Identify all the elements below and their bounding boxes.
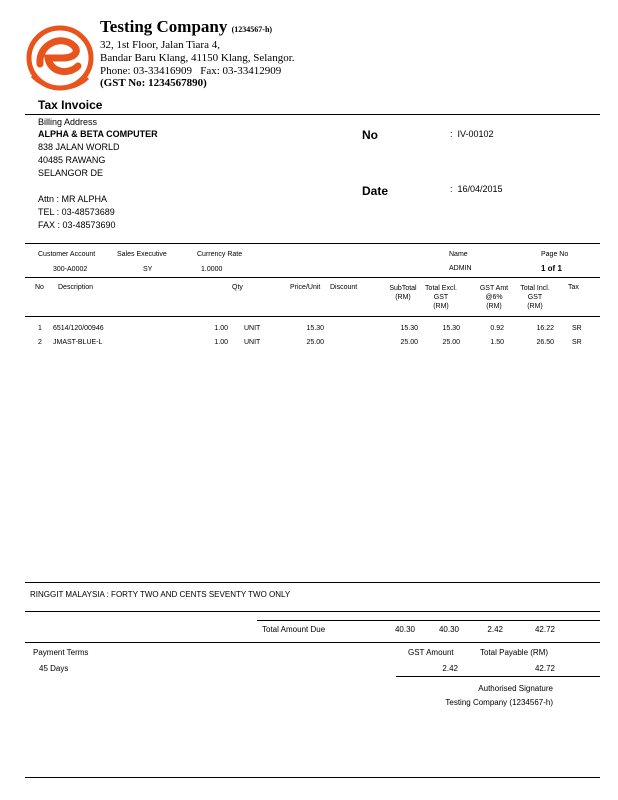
customer-account-label: Customer Account	[38, 251, 96, 258]
total-amount-due-label: Total Amount Due	[262, 625, 326, 634]
customer-account: 300-A0002	[53, 266, 88, 273]
billing-name: ALPHA & BETA COMPUTER	[38, 129, 158, 139]
item-tax: SR	[572, 325, 582, 332]
divider	[25, 114, 600, 115]
company-gst-no: (GST No: 1234567890)	[100, 77, 207, 89]
signature-company: Testing Company (1234567-h)	[445, 698, 553, 707]
item-subtotal: 15.30	[400, 325, 418, 332]
company-address-1: 32, 1st Floor, Jalan Tiara 4,	[100, 39, 220, 51]
total-subtotal: 40.30	[394, 625, 415, 634]
divider	[25, 243, 600, 244]
signature-label: Authorised Signature	[478, 684, 553, 693]
item-price: 25.00	[306, 339, 324, 346]
item-tax: SR	[572, 339, 582, 346]
col-total-incl: Total Incl. GST (RM)	[520, 285, 550, 310]
company-reg-no: (1234567-h)	[231, 25, 273, 34]
col-gst-amt: GST Amt @6% (RM)	[479, 285, 509, 310]
divider	[25, 316, 600, 317]
total-excl: 40.30	[438, 625, 459, 634]
item-total-excl: 15.30	[442, 325, 460, 332]
col-subtotal: SubTotal (RM)	[389, 285, 417, 301]
col-price: Price/Unit	[290, 284, 321, 291]
sales-exec-label: Sales Executive	[117, 251, 167, 258]
billing-address-1: 838 JALAN WORLD	[38, 142, 120, 152]
invoice-no-value: : IV-00102	[450, 129, 494, 139]
divider	[25, 777, 600, 778]
item-total-incl: 26.50	[536, 339, 554, 346]
col-discount: Discount	[330, 284, 358, 291]
item-description: 6514/120/00946	[53, 325, 104, 332]
billing-heading: Billing Address	[38, 117, 98, 127]
page-label: Page No	[541, 251, 569, 258]
col-total-excl: Total Excl. GST (RM)	[425, 285, 457, 310]
document-title: Tax Invoice	[38, 98, 103, 112]
col-no: No	[35, 284, 44, 291]
item-total-excl: 25.00	[442, 339, 460, 346]
item-gst: 1.50	[490, 339, 504, 346]
col-tax: Tax	[568, 284, 579, 291]
divider	[25, 277, 600, 278]
sales-exec: SY	[143, 266, 153, 273]
currency-rate: 1.0000	[201, 266, 223, 273]
invoice-no-label: No	[362, 128, 378, 142]
gst-amount-label: GST Amount	[408, 648, 454, 657]
divider	[25, 611, 600, 612]
divider	[25, 642, 600, 643]
item-description: JMAST-BLUE-L	[53, 339, 103, 346]
divider	[257, 620, 600, 621]
payment-terms: 45 Days	[39, 664, 69, 673]
company-phone: Phone: 03-33416909 Fax: 03-33412909	[100, 65, 282, 77]
divider	[396, 676, 600, 677]
billing-fax: FAX : 03-48573690	[38, 220, 116, 230]
total-payable-label: Total Payable (RM)	[480, 648, 549, 657]
col-description: Description	[58, 284, 94, 291]
total-incl: 42.72	[534, 625, 555, 634]
item-subtotal: 25.00	[400, 339, 418, 346]
col-qty: Qty	[232, 284, 243, 291]
divider	[25, 582, 600, 583]
item-qty: 1.00	[214, 325, 228, 332]
amount-in-words: RINGGIT MALAYSIA : FORTY TWO AND CENTS SEVENTY TWO ONLY	[30, 590, 291, 599]
item-price: 15.30	[306, 325, 324, 332]
item-uom: UNIT	[244, 339, 261, 346]
item-gst: 0.92	[490, 325, 504, 332]
page-value: 1 of 1	[541, 264, 562, 273]
name-value: ADMIN	[449, 265, 472, 272]
item-qty: 1.00	[214, 339, 228, 346]
name-label: Name	[449, 251, 468, 258]
total-payable: 42.72	[534, 664, 555, 673]
payment-terms-label: Payment Terms	[33, 648, 89, 657]
company-logo	[22, 18, 98, 94]
billing-tel: TEL : 03-48573689	[38, 207, 115, 217]
invoice-date-value: : 16/04/2015	[450, 184, 503, 194]
billing-address-3: SELANGOR DE	[38, 168, 104, 178]
item-no: 2	[38, 339, 42, 346]
item-total-incl: 16.22	[536, 325, 554, 332]
invoice-date-label: Date	[362, 184, 389, 198]
company-name: Testing Company (1234567-h)	[100, 17, 273, 36]
total-gst: 2.42	[487, 625, 503, 634]
billing-attn: Attn : MR ALPHA	[38, 194, 108, 204]
item-no: 1	[38, 325, 42, 332]
gst-amount: 2.42	[442, 664, 458, 673]
currency-rate-label: Currency Rate	[197, 251, 243, 258]
company-address-2: Bandar Baru Klang, 41150 Klang, Selangor.	[100, 52, 295, 64]
billing-address-2: 40485 RAWANG	[38, 155, 106, 165]
item-uom: UNIT	[244, 325, 261, 332]
